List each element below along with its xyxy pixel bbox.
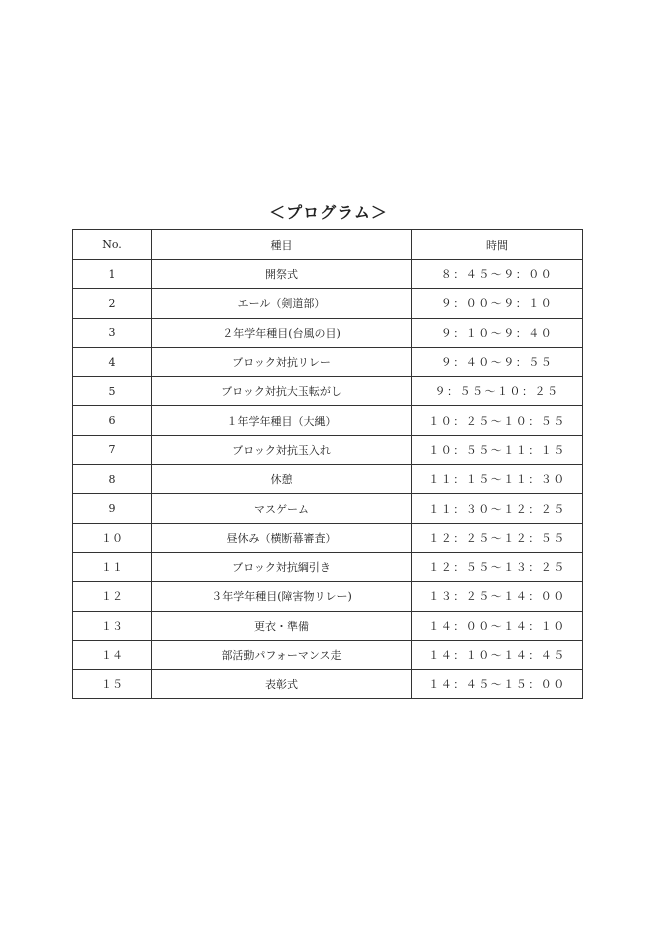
event-name: 昼休み（横断幕審査）	[152, 523, 412, 552]
time-range: ９：１０～９：４０	[412, 318, 583, 347]
time-range: ８：４５～９：００	[412, 260, 583, 289]
event-name: 更衣・準備	[152, 611, 412, 640]
time-range: ９：４０～９：５５	[412, 347, 583, 376]
row-number: 6	[73, 406, 152, 435]
row-number: 5	[73, 377, 152, 406]
table-row	[73, 640, 583, 669]
time-range: １２：２５～１２：５５	[412, 523, 583, 552]
column-header-no: No.	[73, 230, 152, 260]
table-row	[73, 406, 583, 435]
row-number: 2	[73, 289, 152, 318]
time-range: １３：２５～１４：００	[412, 582, 583, 611]
table-row	[73, 523, 583, 552]
event-name: 表彰式	[152, 670, 412, 699]
row-number: １２	[73, 582, 152, 611]
page-title: ＜プログラム＞	[269, 203, 388, 222]
table-row	[73, 377, 583, 406]
row-number: １５	[73, 670, 152, 699]
event-name: ブロック対抗綱引き	[152, 552, 412, 581]
column-header-time: 時間	[412, 230, 583, 260]
table-row	[73, 611, 583, 640]
row-number: １４	[73, 640, 152, 669]
table-header-row	[73, 230, 583, 260]
event-name: ブロック対抗リレー	[152, 347, 412, 376]
table-row	[73, 552, 583, 581]
event-name: ２年学年種目(台風の目)	[152, 318, 412, 347]
event-name: 休憩	[152, 465, 412, 494]
event-name: 部活動パフォーマンス走	[152, 640, 412, 669]
program-table	[72, 229, 583, 699]
row-number: 3	[73, 318, 152, 347]
table-row	[73, 347, 583, 376]
row-number: １１	[73, 552, 152, 581]
time-range: １４：１０～１４：４５	[412, 640, 583, 669]
time-range: ９：５５～１０：２５	[412, 377, 583, 406]
column-header-event: 種目	[152, 230, 412, 260]
event-name: ３年学年種目(障害物リレー)	[152, 582, 412, 611]
time-range: １１：１５～１１：３０	[412, 465, 583, 494]
table-row	[73, 318, 583, 347]
row-number: １０	[73, 523, 152, 552]
time-range: ９：００～９：１０	[412, 289, 583, 318]
event-name: エール（剣道部）	[152, 289, 412, 318]
event-name: 開祭式	[152, 260, 412, 289]
table-row	[73, 670, 583, 699]
row-number: 9	[73, 494, 152, 523]
table-row	[73, 260, 583, 289]
table-row	[73, 289, 583, 318]
time-range: １０：５５～１１：１５	[412, 435, 583, 464]
time-range: １４：００～１４：１０	[412, 611, 583, 640]
event-name: ブロック対抗大玉転がし	[152, 377, 412, 406]
table-row	[73, 435, 583, 464]
row-number: 1	[73, 260, 152, 289]
time-range: １０：２５～１０：５５	[412, 406, 583, 435]
table-row	[73, 465, 583, 494]
time-range: １１：３０～１２：２５	[412, 494, 583, 523]
row-number: １３	[73, 611, 152, 640]
table-row	[73, 494, 583, 523]
event-name: １年学年種目（大縄）	[152, 406, 412, 435]
table-row	[73, 582, 583, 611]
row-number: 8	[73, 465, 152, 494]
row-number: 7	[73, 435, 152, 464]
row-number: 4	[73, 347, 152, 376]
time-range: １４：４５～１５：００	[412, 670, 583, 699]
event-name: ブロック対抗玉入れ	[152, 435, 412, 464]
event-name: マスゲーム	[152, 494, 412, 523]
time-range: １２：５５～１３：２５	[412, 552, 583, 581]
